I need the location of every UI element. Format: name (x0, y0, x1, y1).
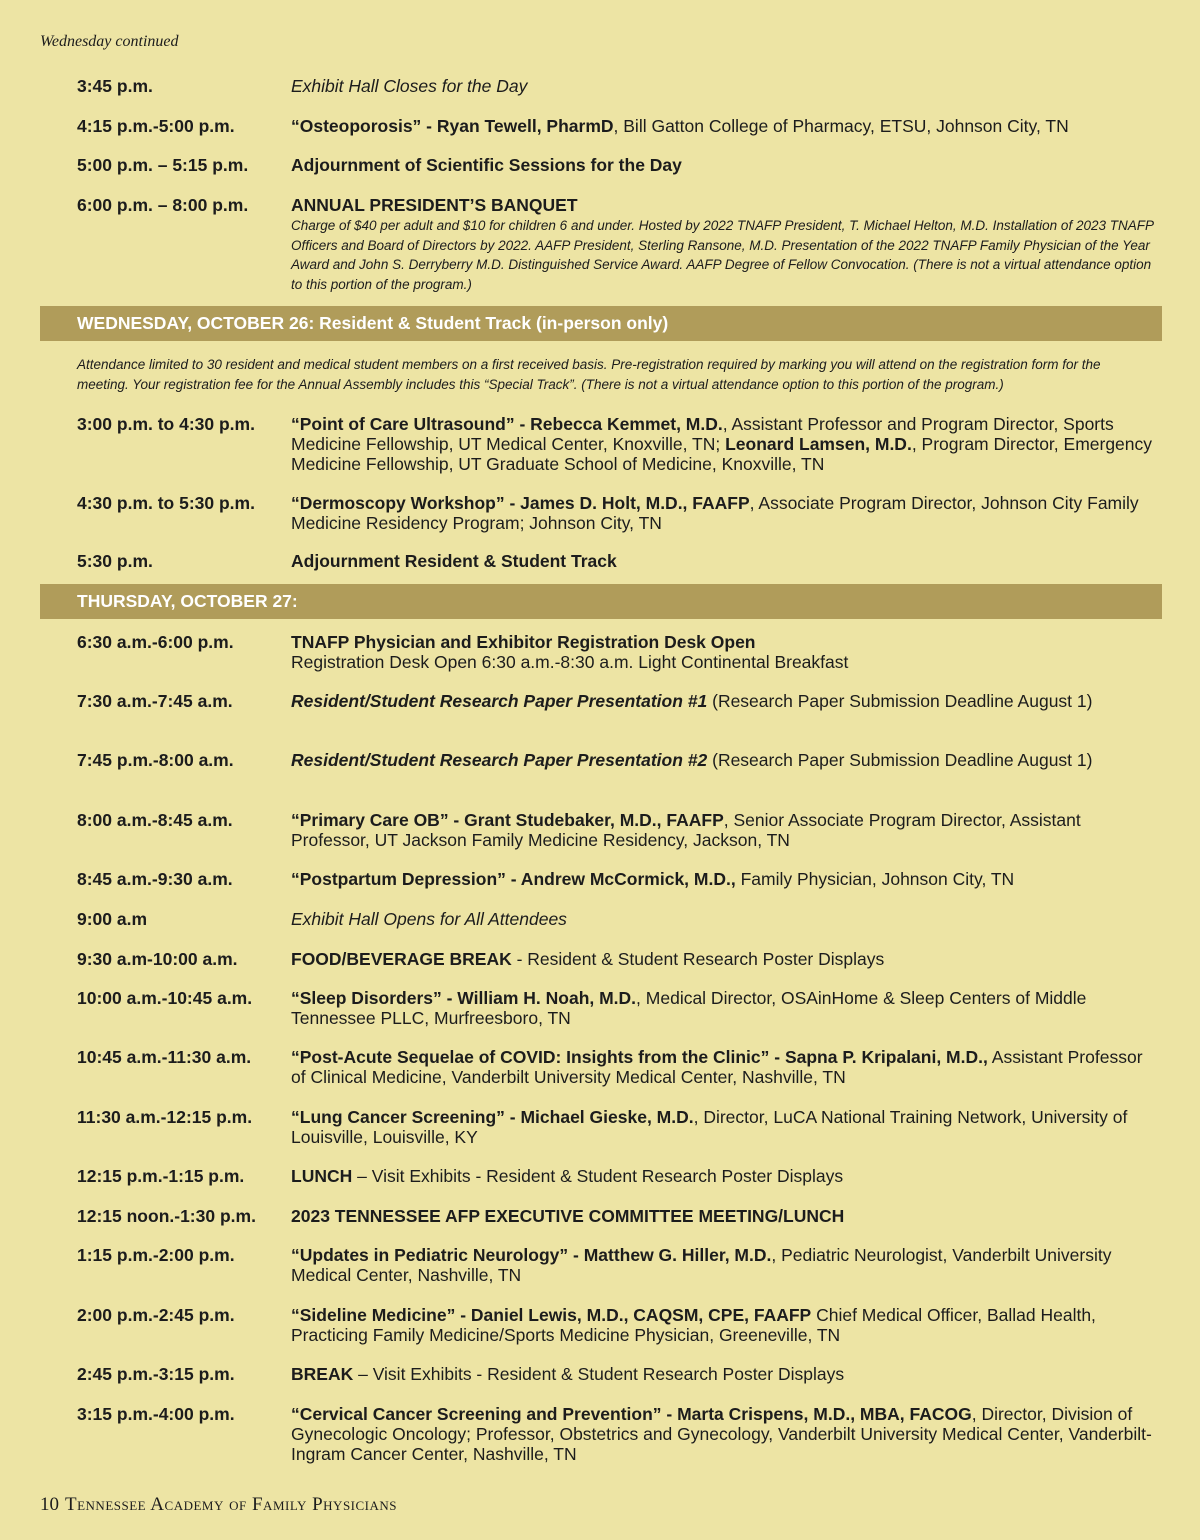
session-time: 12:15 p.m.-1:15 p.m. (77, 1166, 245, 1186)
session-title: “Sleep Disorders” - William H. Noah, M.D. (291, 988, 637, 1008)
session-description (291, 1245, 1157, 1285)
session-description (291, 195, 1157, 294)
session-description (291, 810, 1157, 850)
session-title: “Sideline Medicine” - Daniel Lewis, M.D., CAQSM, CPE, FAAFP (291, 1305, 812, 1325)
session-description (291, 551, 1157, 571)
session-detail: – Visit Exhibits - Resident & Student Research Poster Displays (352, 1166, 844, 1186)
session-description (291, 1404, 1157, 1464)
session-title: “Updates in Pediatric Neurology” - Matthew G. Hiller, M.D. (291, 1245, 772, 1265)
session-title: Exhibit Hall Closes for the Day (291, 76, 528, 96)
session-title: TNAFP Physician and Exhibitor Registration Desk Open (291, 632, 756, 652)
session-time: 2:00 p.m.-2:45 p.m. (77, 1305, 235, 1325)
session-detail: Assistant Professor of Clinical Medicine, Vanderbilt University Medical Center, Nashville, TN (291, 1047, 1143, 1087)
session-time: 9:00 a.m (77, 909, 148, 929)
session-time: 5:30 p.m. (77, 551, 153, 571)
session-title: ANNUAL PRESIDENT’S BANQUET (291, 195, 578, 215)
session-time: 10:45 a.m.-11:30 a.m. (77, 1047, 252, 1067)
page-number: 10 (40, 1494, 59, 1515)
session-title: 2023 TENNESSEE AFP EXECUTIVE COMMITTEE MEETING/LUNCH (291, 1206, 845, 1226)
session-title: “Cervical Cancer Screening and Prevention” - Marta Crispens, M.D., MBA, FACOG (291, 1404, 972, 1424)
session-detail: , Assistant Professor and Program Director, Sports Medicine Fellowship, UT Medical Center, Knoxville, TN; (291, 414, 1114, 454)
session-title: LUNCH (291, 1166, 353, 1186)
session-time: 1:15 p.m.-2:00 p.m. (77, 1245, 235, 1265)
session-title: “Osteoporosis” - Ryan Tewell, PharmD (291, 116, 614, 136)
session-title: “Primary Care OB” - Grant Studebaker, M.D., FAAFP (291, 810, 724, 830)
session-description (291, 949, 1157, 969)
session-title: Resident/Student Research Paper Presentation #2 (291, 750, 708, 770)
session-description (291, 691, 1157, 711)
session-title: “Lung Cancer Screening” - Michael Gieske, M.D. (291, 1107, 694, 1127)
session-detail: Registration Desk Open 6:30 a.m.-8:30 a.m. Light Continental Breakfast (291, 652, 849, 672)
session-description (291, 414, 1157, 474)
session-title: “Post-Acute Sequelae of COVID: Insights from the Clinic” - Sapna P. Kripalani, M.D., (291, 1047, 988, 1067)
session-detail: (Research Paper Submission Deadline August 1) (707, 750, 1093, 770)
session-time: 4:30 p.m. to 5:30 p.m. (77, 493, 255, 513)
session-description (291, 1047, 1157, 1087)
session-time: 7:45 p.m.-8:00 a.m. (77, 750, 234, 770)
session-detail: , Medical Director, OSAinHome & Sleep Centers of Middle Tennessee PLLC, Murfreesboro, TN (291, 988, 1087, 1028)
session-time: 3:45 p.m. (77, 76, 153, 96)
session-title: “Postpartum Depression” - Andrew McCormick, M.D., (291, 869, 736, 889)
session-title: Resident/Student Research Paper Presentation #1 (291, 691, 708, 711)
organization-name: Tennessee Academy of Family Physicians (65, 1494, 398, 1515)
session-detail: , Director, LuCA National Training Network, University of Louisville, Louisville, KY (291, 1107, 1128, 1147)
session-time: 11:30 a.m.-12:15 p.m. (77, 1107, 253, 1127)
session-title: “Dermoscopy Workshop” - James D. Holt, M.D., FAAFP (291, 493, 750, 513)
page-footer (40, 1494, 397, 1516)
session-description (291, 632, 1157, 672)
session-detail: Chief Medical Officer, Ballad Health, Practicing Family Medicine/Sports Medicine Physician, Greeneville, TN (291, 1305, 1096, 1345)
session-time: 3:15 p.m.-4:00 p.m. (77, 1404, 235, 1424)
session-time: 3:00 p.m. to 4:30 p.m. (77, 414, 255, 434)
session-detail: - Resident & Student Research Poster Displays (511, 949, 885, 969)
session-description (291, 1305, 1157, 1345)
session-description (291, 1364, 1157, 1384)
session-description (291, 76, 1157, 96)
session-detail: , Senior Associate Program Director, Assistant Professor, UT Jackson Family Medicine Residency, Jackson, TN (291, 810, 1081, 850)
session-time: 6:00 p.m. – 8:00 p.m. (77, 195, 249, 215)
session-speaker: Leonard Lamsen, M.D. (725, 434, 912, 454)
session-detail: Family Physician, Johnson City, TN (735, 869, 1015, 889)
session-time: 9:30 a.m-10:00 a.m. (77, 949, 238, 969)
session-detail: , Program Director, Emergency Medicine Fellowship, UT Graduate School of Medicine, Knoxville, TN (291, 434, 1153, 474)
session-time: 8:45 a.m.-9:30 a.m. (77, 869, 233, 889)
session-title: Adjournment of Scientific Sessions for the Day (291, 155, 682, 175)
day-banner-thursday: THURSDAY, OCTOBER 27: (40, 584, 1162, 619)
session-title: BREAK (291, 1364, 354, 1384)
session-note: Charge of $40 per adult and $10 for children 6 and under. Hosted by 2022 TNAFP President, T. Michael Helton, M.D. Installation of 2023 TNAFP Officers and Board of Directors by 2022. AAFP President, Sterling Ransone, M.D. Presentation of the 2022 TNAFP Family Physician of the Year Award and John S. Derryberry M.D. Distinguished Service Award. AAFP Degree of Fellow Convocation. (There is not a virtual attendance option to this portion of the program.) (291, 218, 1154, 292)
session-time: 6:30 a.m.-6:00 p.m. (77, 632, 234, 652)
session-detail: , Bill Gatton College of Pharmacy, ETSU, Johnson City, TN (613, 116, 1069, 136)
resident-track-notice: Attendance limited to 30 resident and medical student members on a first received basis. Pre-registration required by marking you will attend on the registration form for the meeting. Your registration fee for the Annual Assembly includes this “Special Track”. (There is not a virtual attendance option to this portion of the program.) (77, 357, 1101, 392)
session-detail: , Pediatric Neurologist, Vanderbilt University Medical Center, Nashville, TN (291, 1245, 1112, 1285)
session-time: 7:30 a.m.-7:45 a.m. (77, 691, 233, 711)
session-detail: – Visit Exhibits - Resident & Student Research Poster Displays (353, 1364, 845, 1384)
session-time: 8:00 a.m.-8:45 a.m. (77, 810, 233, 830)
session-description (291, 116, 1157, 136)
session-description (291, 1166, 1157, 1186)
session-description (291, 1206, 1157, 1226)
session-description (291, 909, 1157, 929)
session-description (291, 869, 1157, 889)
session-title: Exhibit Hall Opens for All Attendees (291, 909, 567, 929)
session-time: 2:45 p.m.-3:15 p.m. (77, 1364, 235, 1384)
session-title: FOOD/BEVERAGE BREAK (291, 949, 512, 969)
session-description (291, 155, 1157, 175)
session-time: 12:15 noon.-1:30 p.m. (77, 1206, 256, 1226)
session-detail: (Research Paper Submission Deadline August 1) (707, 691, 1093, 711)
session-time: 5:00 p.m. – 5:15 p.m. (77, 155, 249, 175)
session-title: Adjournment Resident & Student Track (291, 551, 617, 571)
session-description (291, 988, 1157, 1028)
session-detail: , Director, Division of Gynecologic Oncology; Professor, Obstetrics and Gynecology, Vanderbilt University Medical Center, Vanderbilt-Ingram Cancer Center, Nashville, TN (291, 1404, 1152, 1464)
day-banner-wednesday: WEDNESDAY, OCTOBER 26: Resident & Student Track (in-person only) (40, 306, 1162, 341)
session-time: 10:00 a.m.-10:45 a.m. (77, 988, 253, 1008)
session-description (291, 493, 1157, 533)
session-detail: , Associate Program Director, Johnson City Family Medicine Residency Program; Johnson City, TN (291, 493, 1139, 533)
session-description (291, 750, 1157, 770)
session-title: “Point of Care Ultrasound” - Rebecca Kemmet, M.D. (291, 414, 723, 434)
page-continued-label: Wednesday continued (40, 33, 179, 50)
session-time: 4:15 p.m.-5:00 p.m. (77, 116, 235, 136)
session-description (291, 1107, 1157, 1147)
